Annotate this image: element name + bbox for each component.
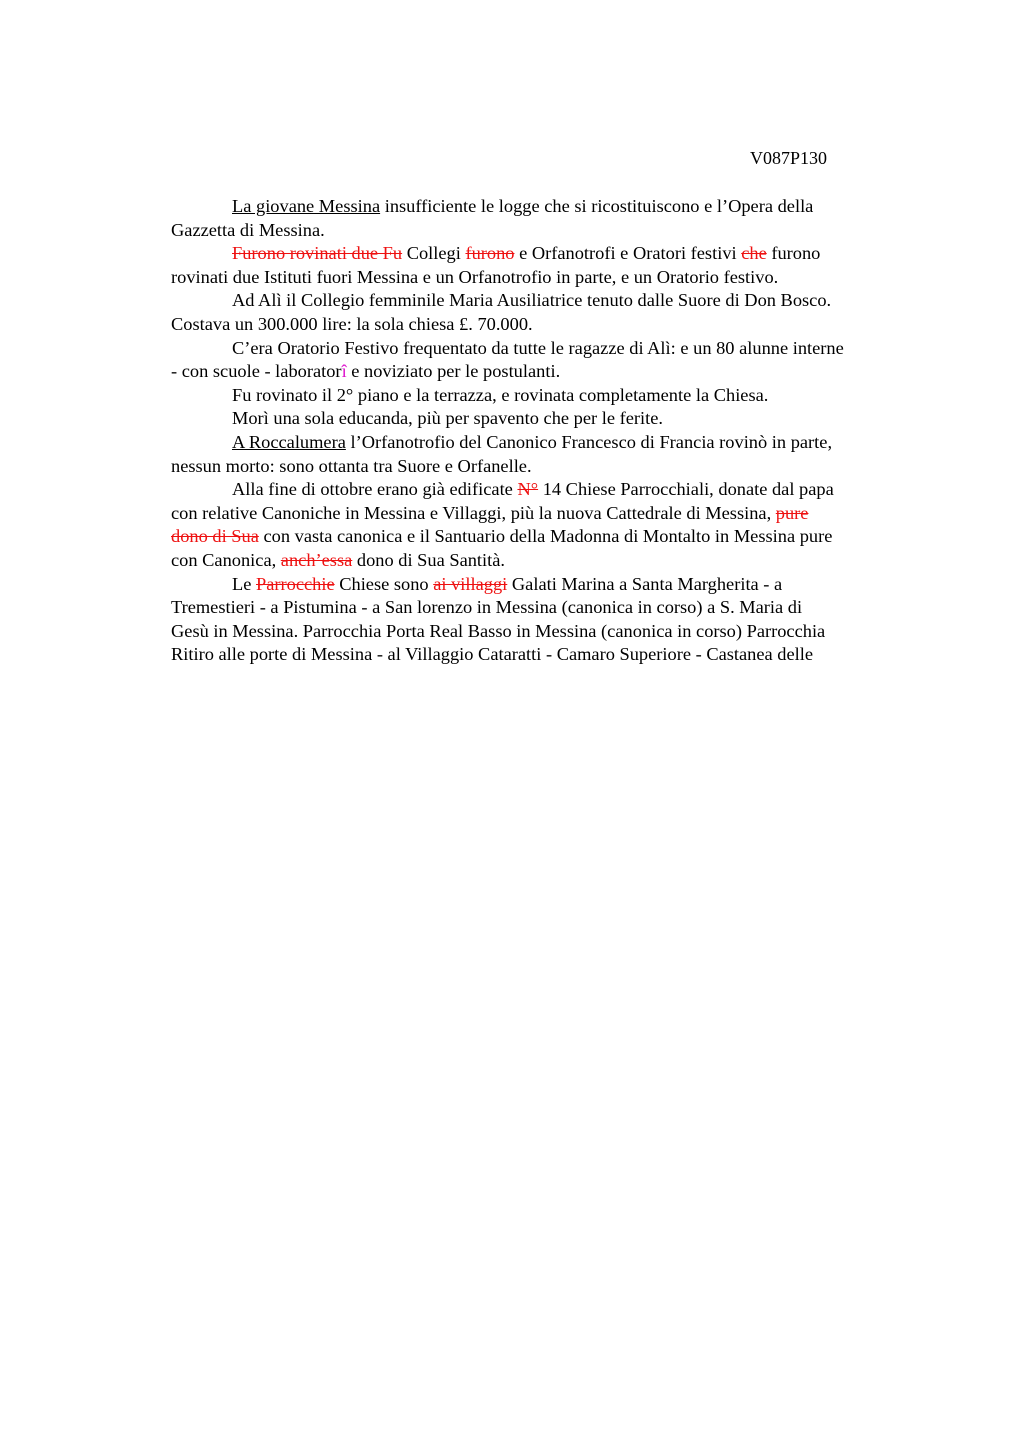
text-run: Le — [232, 573, 256, 594]
paragraph-2 — [171, 242, 923, 266]
paragraph-2-continuation: rovinati due Istituti fuori Messina e un Orfanotrofio in parte, e un Oratorio festivo. — [171, 266, 779, 287]
paragraph-5: Fu rovinato il 2° piano e la terrazza, e rovinata completamente la Chiesa. — [232, 384, 769, 405]
text-run: con relative Canoniche in Messina e Villaggi, più la nuova Cattedrale di Messina, — [171, 502, 776, 523]
paragraph-8-line-3 — [171, 525, 923, 549]
underlined-place: La giovane Messina — [232, 196, 381, 216]
paragraph-6: Morì una sola educanda, più per spavento che per le ferite. — [232, 408, 663, 429]
deleted-text: anch’essa — [280, 549, 353, 570]
text-run: furono — [766, 243, 821, 264]
paragraph-8-line-4 — [171, 549, 923, 573]
paragraph-1 — [171, 195, 923, 219]
paragraph-9-line-3: Gesù in Messina. Parrocchia Porta Real Basso in Messina (canonica in corso) Parrocchia — [171, 620, 826, 641]
paragraph-3: Ad Alì il Collegio femminile Maria Ausiliatrice tenuto dalle Suore di Don Bosco. — [232, 290, 832, 311]
paragraph-7-continuation: nessun morto: sono ottanta tra Suore e Orfanelle. — [171, 455, 532, 476]
paragraph-1-continuation: Gazzetta di Messina. — [171, 219, 325, 240]
deleted-text: pure — [775, 502, 809, 523]
text-run: Galati Marina a Santa Margherita - a — [507, 573, 783, 594]
paragraph-7 — [171, 431, 923, 455]
paragraph-8-line-2 — [171, 502, 923, 526]
text-run: con vasta canonica e il Santuario della Madonna di Montalto in Messina pure — [258, 526, 833, 547]
paragraph-9 — [171, 573, 923, 597]
deleted-text: che — [741, 243, 767, 264]
deleted-text: Parrocchie — [256, 573, 335, 594]
page-identifier: V087P130 — [750, 148, 828, 168]
paragraph-8 — [171, 478, 923, 502]
underlined-place: A Roccalumera — [232, 431, 346, 452]
text-run: l’Orfanotrofio del Canonico Francesco di Francia rovinò in parte, — [345, 431, 833, 452]
deleted-text: furono — [465, 243, 515, 264]
text-run: Chiese sono — [334, 573, 434, 594]
inserted-text: î — [341, 361, 347, 382]
text-run: - con scuole - laborator — [171, 361, 342, 382]
deleted-text: Furono rovinati due Fu — [232, 243, 403, 264]
text-run: insufficiente le logge che si ricostituiscono e l’Opera della — [380, 196, 814, 216]
paragraph-4-continuation — [171, 360, 923, 384]
deleted-text: N° — [517, 479, 539, 500]
text-run: con Canonica, — [171, 549, 281, 570]
paragraph-9-line-2: Tremestieri - a Pistumina - a San lorenzo in Messina (canonica in corso) a S. Maria di — [171, 597, 803, 618]
document-body — [171, 195, 923, 667]
paragraph-3-continuation: Costava un 300.000 lire: la sola chiesa £. 70.000. — [171, 313, 533, 334]
text-run: Collegi — [402, 243, 466, 264]
text-run: e noviziato per le postulanti. — [346, 361, 561, 382]
text-run: Alla fine di ottobre erano già edificate — [232, 479, 518, 500]
text-run: dono di Sua Santità. — [352, 549, 506, 570]
paragraph-9-line-4: Ritiro alle porte di Messina - al Villaggio Cataratti - Camaro Superiore - Castanea delle — [171, 644, 814, 665]
paragraph-4: C’era Oratorio Festivo frequentato da tutte le ragazze di Alì: e un 80 alunne interne — [232, 337, 844, 358]
text-run: e Orfanotrofi e Oratori festivi — [514, 243, 742, 264]
text-run: 14 Chiese Parrocchiali, donate dal papa — [538, 479, 834, 500]
deleted-text: ai villaggi — [433, 573, 508, 594]
deleted-text: dono di Sua — [171, 526, 259, 547]
